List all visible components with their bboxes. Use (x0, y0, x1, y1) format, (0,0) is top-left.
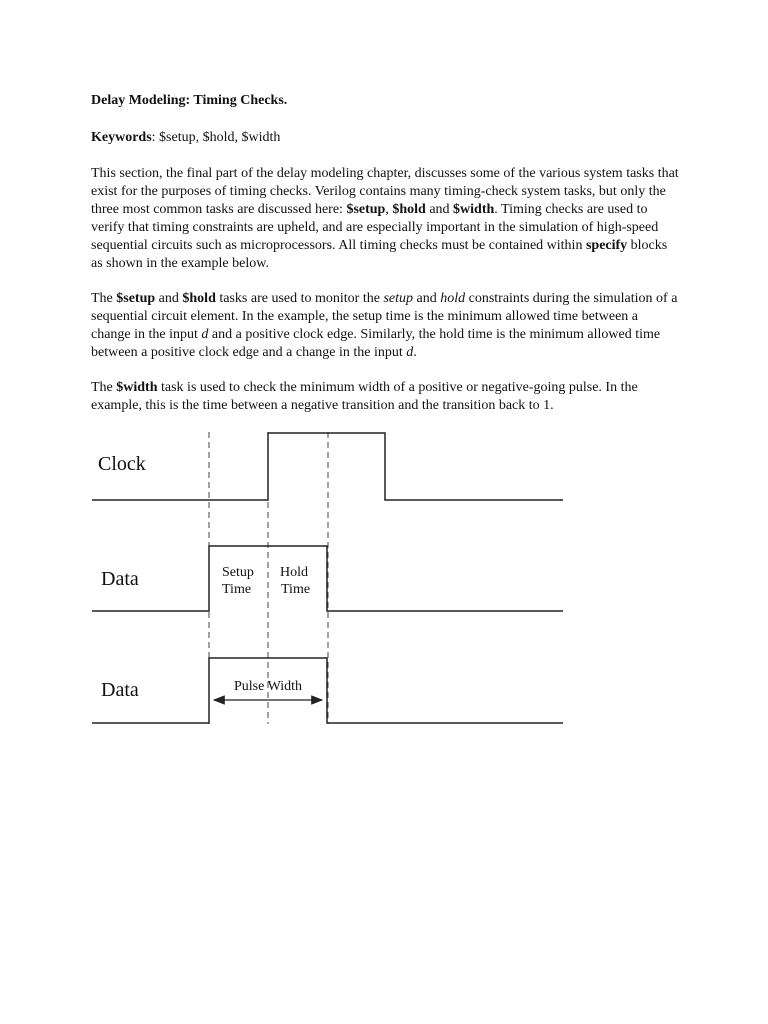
paragraph-intro: This section, the final part of the delay modeling chapter, discusses some of the various system tasks that exist for the purposes of timing checks. Verilog contains many timing-check system tasks, but only the three most common tasks are discussed here: $setup, $hold and $width. Timing checks are used to verify that timing constraints are upheld, and are especially important in the simulation of high-speed sequential circuits such as microprocessors. All timing checks must be contained within specify blocks as shown in the example below. (91, 166, 679, 271)
keywords-values: : $setup, $hold, $width (151, 130, 281, 145)
document-body (91, 92, 681, 432)
data-waveform-pulse (92, 658, 563, 723)
paragraph-width: The $width task is used to check the minimum width of a positive or negative-going pulse. In the example, this is the time between a negative transition and the transition back to 1. (91, 380, 638, 413)
data-waveform-setup-hold (92, 546, 563, 611)
setup-time-label-line1: Setup (222, 565, 254, 580)
data-label-1: Data (101, 568, 139, 590)
keywords-label: Keywords (91, 130, 152, 145)
section-title: Delay Modeling: Timing Checks. (91, 93, 288, 108)
paragraph-setup-hold: The $setup and $hold tasks are used to monitor the setup and hold constraints during the simulation of a sequential circuit element. In the example, the setup time is the minimum allowed time between a change in the input d and a positive clock edge. Similarly, the hold time is the minimum allowed time between a positive clock edge and a change in the input d. (91, 291, 678, 360)
hold-time-label-line1: Hold (280, 565, 308, 580)
timing-diagram (88, 428, 568, 728)
clock-label: Clock (98, 453, 146, 475)
hold-time-label-line2: Time (281, 582, 311, 597)
setup-time-label-line2: Time (222, 582, 252, 597)
keywords-line (91, 129, 681, 147)
data-label-2: Data (101, 679, 139, 701)
pulse-width-label: Pulse Width (234, 679, 303, 694)
